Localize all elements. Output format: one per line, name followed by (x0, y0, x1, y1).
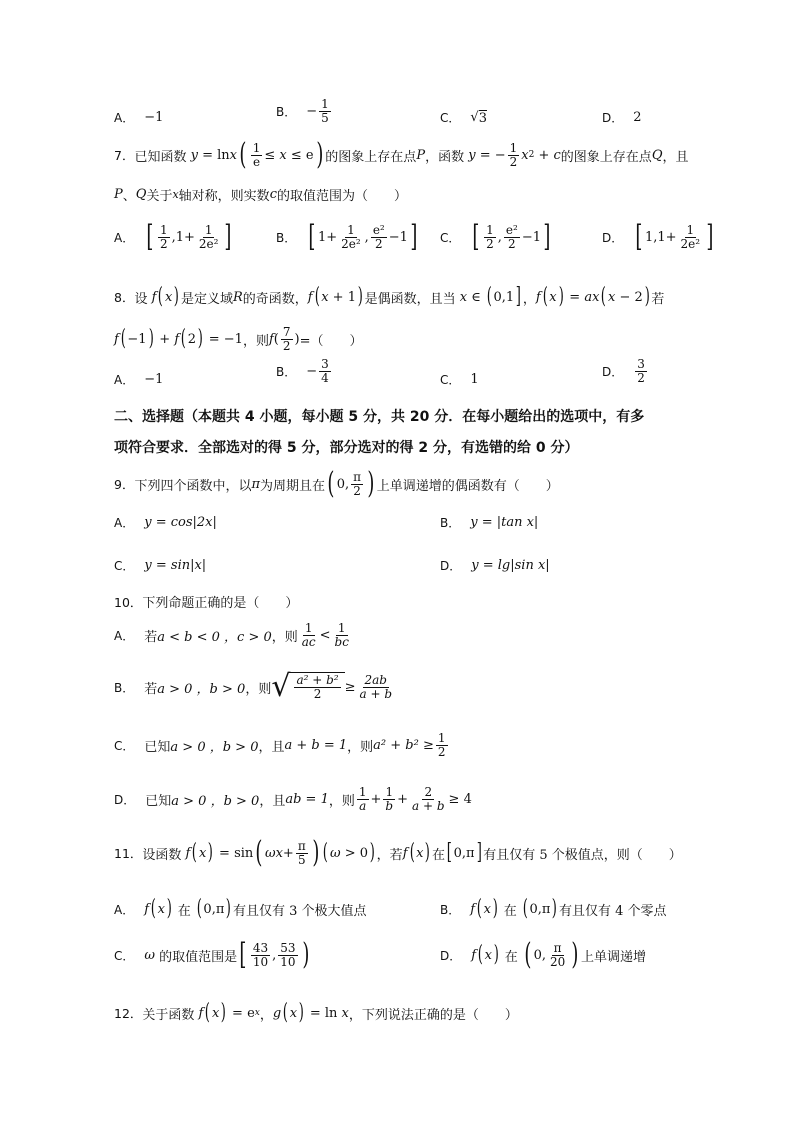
q8-line-1: 8． 设 f ( x ) 是定义域 R 的奇函数， f ( x + 1 ) 是偶函数，且当 x ∈ ( 0,1 ] ， f ( x ) = ax ( x − 2 ) 若 (114, 284, 665, 309)
q11-option-a: A． f ( x ) 在 ( 0,π ) 有且仅有 3 个极大值点 (114, 896, 367, 921)
q12-line: 12． 关于函数 f ( x ) = e x ， g ( x ) = ln x ，下列说法正确的是（ ） (114, 1000, 518, 1025)
q11-line: 11． 设函数 f ( x ) = sin ( ωx + $\frac{\pi}{5}$ ) ( ω > 0 ) ，若 f ( x ) 在 [ 0,π ] 有且仅有 5 个极值点，则（ ） (114, 835, 682, 870)
q8-option-b: B． − $\frac{3}{4}$ (276, 357, 329, 385)
q9-option-c: C． y = sin|x| (114, 558, 207, 573)
q10-option-d: D． 已知 a > 0 ，b > 0 ，且 ab = 1 ，则 $\frac{1}{a}$ + $\frac{1}{b}$ + $\frac{2}{a + b}$ ≥ 4 (114, 785, 472, 813)
q6-option-c: C． √ 3 (440, 110, 487, 126)
fraction: $\frac{1}{5}$ (321, 97, 329, 125)
q10-line: 10． 下列命题正确的是（ ） (114, 594, 299, 611)
q8-line-2: f ( −1 ) + f ( 2 ) = −1 ，则 f ( $\frac{7}{2}$ ) =（ ） (114, 325, 363, 353)
q8-option-a: A． −1 (114, 372, 164, 387)
q9-line: 9． 下列四个函数中，以 π 为周期且在 ( 0, $\frac{\pi}{2}$ ) 上单调递增的偶函数有（ ） (114, 466, 559, 501)
q10-option-c: C． 已知 a > 0 ，b > 0 ，且 a + b = 1 ，则 a² + b² ≥ $\frac{1}{2}$ (114, 731, 446, 759)
section-heading-line-1: 二、选择题（本题共 4 小题，每小题 5 分，共 20 分．在每小题给出的选项中，有多 (114, 409, 645, 425)
section-heading-line-2: 项符合要求．全部选对的得 5 分，部分选对的得 2 分，有选错的给 0 分） (114, 440, 579, 456)
q6-option-a: A． −1 (114, 110, 164, 125)
q11-option-d: D． f ( x ) 在 ( 0, $\frac{\pi}{20}$ ) 上单调递增 (440, 937, 646, 972)
q8-option-c: C． 1 (440, 372, 479, 387)
q6-option-d: D． 2 (602, 110, 642, 125)
q9-option-a: A． y = cos|2x| (114, 515, 217, 530)
sqrt-symbol: √ (470, 110, 479, 125)
q11-option-c: C． ω 的取值范围是 [ $\frac{43}{10}$ , $\frac{53}{10}$ ) (114, 937, 309, 972)
q6-option-b: B． − $\frac{1}{5}$ (276, 97, 329, 125)
q10-option-b: B． 若 a > 0 ，b > 0 ，则 √ $\frac{\text{a² + b²}}{2}$ ≥ $\frac{2ab}{a + b}$ (114, 669, 393, 704)
q7-line-2: P 、 Q 关于 x 轴对称，则实数 c 的取值范围为（ ） (114, 187, 407, 204)
q8-option-d: D． $\frac{3}{2}$ (602, 357, 645, 385)
q9-option-b: B． y = |tan x| (440, 515, 539, 530)
q10-option-a: A． 若 a < b < 0 ，c > 0 ，则 $\frac{1}{ac}$ < $\frac{1}{bc}$ (114, 621, 349, 649)
q7-option-b: B． [ 1+ $\frac{1}{\text{2e²}}$ , $\frac{\text{e²}}{2}$ −1 ] (276, 219, 418, 254)
q7-option-a: A． [ $\frac{1}{2}$ ,1+ $\frac{1}{\text{2e²}}$ ] (114, 219, 232, 254)
q11-option-b: B． f ( x ) 在 ( 0,π ) 有且仅有 4 个零点 (440, 896, 667, 921)
q9-option-d: D． y = lg|sin x| (440, 558, 550, 573)
q7-line-1: 7． 已知函数 y = ln x ( $\frac{1}{e}$ ≤ x ≤ e ) 的图象上存在点 P ，函数 y = − $\frac{1}{2}$ x 2 + c 的图象上存在点 Q ，且 (114, 137, 689, 172)
q7-option-d: D． [ 1,1+ $\frac{1}{\text{2e²}}$ ] (602, 219, 714, 254)
q7-option-c: C． [ $\frac{1}{2}$ , $\frac{\text{e²}}{2}$ −1 ] (440, 219, 551, 254)
